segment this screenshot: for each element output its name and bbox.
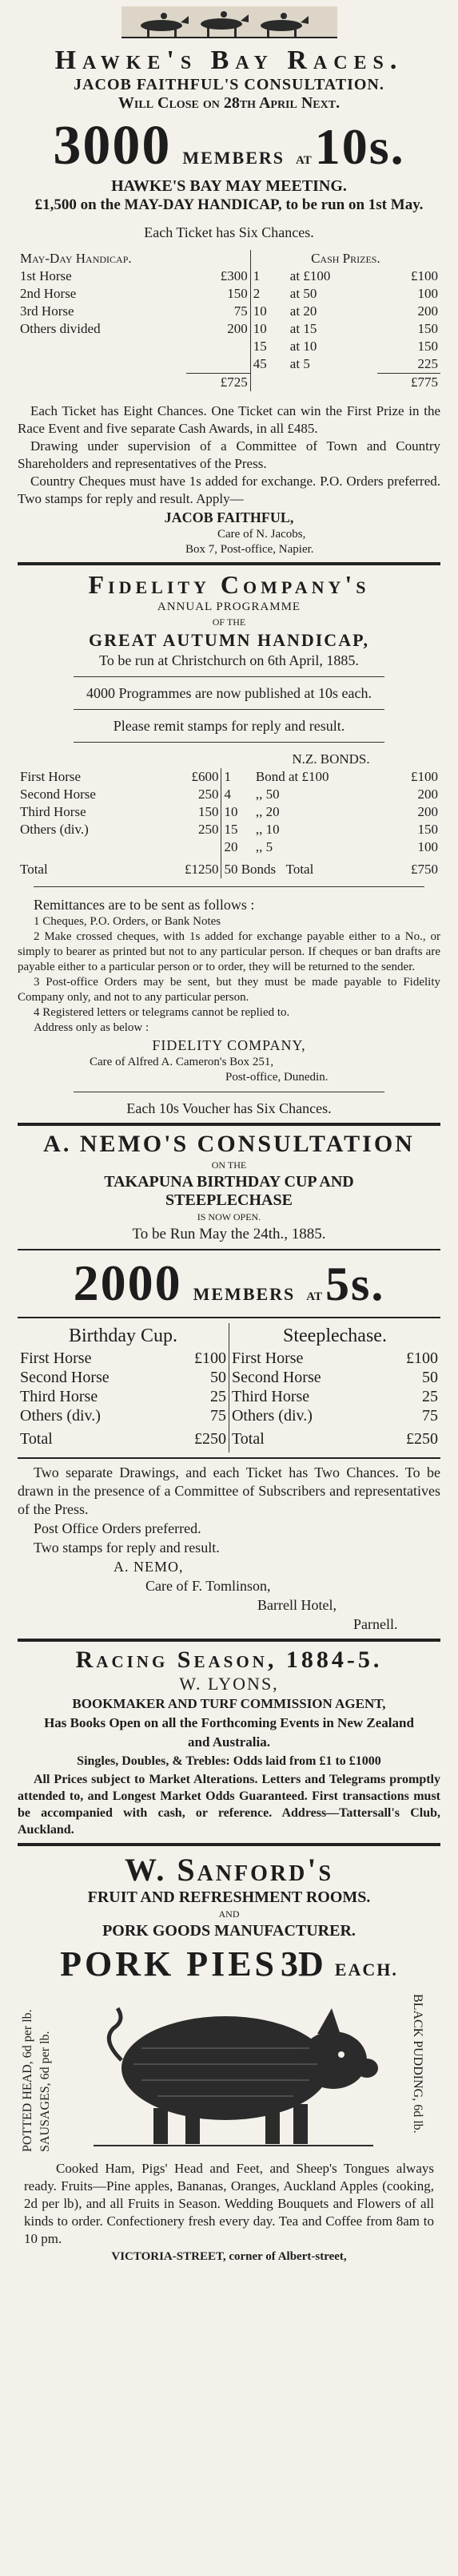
fidelity-ad xyxy=(18,570,440,1118)
nemo-right-label: Third Horse xyxy=(229,1387,380,1406)
nemo-steeple: STEEPLECHASE xyxy=(165,1191,293,1209)
fidelity-right-total: £750 xyxy=(411,862,438,877)
hawkes-right-value: 100 xyxy=(417,286,438,301)
fidelity-title: Fidelity Company's xyxy=(88,570,370,599)
hawkes-right-total: £775 xyxy=(377,374,440,392)
nemo-open: IS NOW OPEN. xyxy=(197,1211,261,1223)
nemo-left-label: Third Horse xyxy=(20,1388,98,1405)
divider-thin xyxy=(34,886,424,887)
divider-thin xyxy=(74,742,384,743)
nemo-right-label: First Horse xyxy=(229,1349,380,1368)
nemo-left-value: 50 xyxy=(209,1369,226,1386)
fidelity-right-label xyxy=(221,856,386,878)
lyons-name: W. LYONS, xyxy=(179,1674,279,1694)
divider xyxy=(18,562,440,565)
fidelity-item: 4 Registered letters or telegrams cannot be replied to. xyxy=(34,1006,290,1019)
hawkes-left-label: 3rd Horse xyxy=(20,303,74,319)
sanford-body: Cooked Ham, Pigs' Head and Feet, and Sheep's Tongues always ready. Fruits—Pine apples, Bananas, Oranges, Auckland Apples (cooking, 2d per lb), and all Fruits in Season. Wedding Bouquets and Flowers of all kinds to order. Confectionery fresh every day. Tea and Coffee from 8am to 10 pm. xyxy=(24,2161,434,2246)
hawkes-right-at: at £100 xyxy=(289,268,331,283)
nemo-right-value: 75 xyxy=(422,1407,438,1425)
fidelity-company: FIDELITY COMPANY, xyxy=(152,1037,306,1053)
divider xyxy=(18,1249,440,1250)
sanford-each: EACH. xyxy=(334,1960,398,1980)
fidelity-right-n: 1 xyxy=(221,768,253,786)
hawkes-body-2: Drawing under supervision of a Committee of Town and Country Shareholders and representatives of the Press. xyxy=(18,438,440,471)
sanford-pig-panel xyxy=(18,1984,440,2160)
hawkes-right-n: 2 xyxy=(250,285,288,303)
hawkes-left-value: 200 xyxy=(227,321,248,336)
hawkes-right-at: at 50 xyxy=(289,286,317,301)
hawkes-right-at: at 10 xyxy=(289,339,317,354)
hawkes-right-value: 225 xyxy=(417,356,438,371)
fidelity-right-n: 4 xyxy=(221,786,253,803)
fidelity-right-n: 10 xyxy=(221,803,253,821)
fidelity-annual: ANNUAL PROGRAMME xyxy=(157,600,301,613)
fidelity-right-value: 200 xyxy=(417,787,438,802)
divider xyxy=(18,1843,440,1846)
lyons-role: BOOKMAKER AND TURF COMMISSION AGENT, xyxy=(72,1696,386,1711)
nemo-right-value: 25 xyxy=(422,1388,438,1405)
hawkes-right-at: at 15 xyxy=(289,321,317,336)
fidelity-address-below: Address only as below : xyxy=(34,1021,149,1034)
sanford-left-vertical: POTTED HEAD, 6d per lb. xyxy=(21,2009,34,2152)
hawkes-members-word: MEMBERS xyxy=(182,148,285,168)
fidelity-item: 3 Post-office Orders may be sent, but they must be made payable to Fidelity Company only, and not to any particular person. xyxy=(18,976,440,1004)
nemo-left-label: Second Horse xyxy=(20,1369,110,1386)
nemo-right-header: Steeplechase. xyxy=(229,1323,440,1349)
fidelity-left-label: First Horse xyxy=(20,769,82,784)
hawkes-handicap: £1,500 on the MAY-DAY HANDICAP, to be run on 1st May. xyxy=(34,196,424,213)
fidelity-left-label: Others (div.) xyxy=(20,822,89,837)
fidelity-left-value: 150 xyxy=(197,804,219,819)
nemo-hotel: Barrell Hotel, xyxy=(257,1597,337,1613)
nemo-left-label: First Horse xyxy=(20,1349,92,1367)
divider-thin xyxy=(74,676,384,677)
hawkes-right-value: 150 xyxy=(417,321,438,336)
fidelity-right-at: ,, 5 xyxy=(255,839,273,854)
fidelity-right-n: 20 xyxy=(221,838,253,856)
nemo-right-label: Others (div.) xyxy=(229,1406,380,1425)
fidelity-remit: Please remit stamps for reply and result. xyxy=(113,718,345,734)
hawkes-left-header: May-Day Handicap. xyxy=(20,251,132,266)
fidelity-total-label: Total xyxy=(20,862,48,877)
sanford-pork: PORK GOODS MANUFACTURER. xyxy=(102,1922,356,1940)
hawkes-members-price: 10s. xyxy=(314,118,405,175)
fidelity-care: Care of Alfred A. Cameron's Box 251, xyxy=(90,1056,274,1068)
fidelity-right-at: Bond at £100 xyxy=(255,769,329,784)
hawkes-members-at: AT xyxy=(296,154,312,167)
hawkes-close: Will Close on 28th April Next. xyxy=(117,94,341,112)
hawkes-address-1: Care of N. Jacobs, xyxy=(217,528,306,541)
fidelity-po: Post-office, Dunedin. xyxy=(225,1071,329,1084)
hawkes-right-n: 45 xyxy=(250,355,288,374)
fidelity-right-value: £100 xyxy=(411,769,438,784)
nemo-left-total: £250 xyxy=(193,1430,226,1448)
fidelity-prize-table xyxy=(18,751,440,878)
lyons-singles: Singles, Doubles, & Trebles: Odds laid from £1 to £1000 xyxy=(77,1754,381,1768)
nemo-left-label: Others (div.) xyxy=(20,1407,101,1425)
nemo-left-value: £100 xyxy=(193,1349,226,1367)
nemo-members-at: AT xyxy=(306,1290,323,1303)
hawkes-address-2: Box 7, Post-office, Napier. xyxy=(185,543,314,556)
fidelity-right-value: 100 xyxy=(417,839,438,854)
nemo-left-value: 75 xyxy=(209,1407,226,1425)
sanford-street: VICTORIA-STREET, corner of Albert-street, xyxy=(111,2250,347,2263)
lyons-books: Has Books Open on all the Forthcoming Events in New Zealand and Australia. xyxy=(44,1715,414,1750)
lyons-title: Racing Season, 1884-5. xyxy=(75,1647,383,1673)
divider xyxy=(18,1317,440,1318)
hawkes-body-1: Each Ticket has Eight Chances. One Ticket can win the First Prize in the Race Event and five separate Cash Awards, in all £485. xyxy=(18,403,440,436)
fidelity-remit-follows: Remittances are to be sent as follows : xyxy=(34,897,255,913)
hawkes-right-value: 150 xyxy=(417,339,438,354)
fidelity-right-at: ,, 50 xyxy=(255,787,280,802)
fidelity-item: 2 Make crossed cheques, with 1s added for exchange payable either to a No., or simply to bearer as printed but not to any particular person. If cheques or ban drafts are payable either to a particular person or to order, they will be returned to the sender. xyxy=(18,930,440,973)
nemo-cup: TAKAPUNA BIRTHDAY CUP AND xyxy=(104,1173,354,1191)
nemo-care: Care of F. Tomlinson, xyxy=(145,1578,271,1594)
pig-engraving xyxy=(78,1984,381,2152)
nemo-ad xyxy=(18,1131,440,1634)
hawkes-left-total: £725 xyxy=(186,374,250,392)
sanford-pies: PORK PIES xyxy=(60,1944,278,1984)
nemo-body-3: Two stamps for reply and result. xyxy=(34,1540,220,1556)
divider xyxy=(18,1639,440,1642)
sanford-fruit: FRUIT AND REFRESHMENT ROOMS. xyxy=(87,1888,371,1906)
fidelity-right-value: 200 xyxy=(417,804,438,819)
nemo-title: A. NEMO'S CONSULTATION xyxy=(43,1131,415,1157)
fidelity-race: GREAT AUTUMN HANDICAP, xyxy=(88,630,369,650)
fidelity-left-label: Second Horse xyxy=(20,787,96,802)
hawkes-meeting: HAWKE'S BAY MAY MEETING. xyxy=(111,177,347,195)
fidelity-right-at: ,, 20 xyxy=(255,804,280,819)
nemo-right-value: £100 xyxy=(406,1349,438,1367)
hawkes-right-at: at 20 xyxy=(289,303,317,319)
hawkes-members-line xyxy=(18,116,440,177)
nemo-body-1: Two separate Drawings, and each Ticket has Two Chances. To be drawn in the presence of a Committee of Subscribers and representatives of the Press. xyxy=(18,1464,440,1517)
fidelity-left-label: Third Horse xyxy=(20,804,86,819)
nemo-total-label: Total xyxy=(20,1430,53,1448)
lyons-body: All Prices subject to Market Alterations. Letters and Telegrams promptly attended to, and Longest Market Odds Guaranteed. First transactions must be accompanied with cash, or reference. Address—Tattersall's Club, Auckland. xyxy=(18,1773,440,1837)
hawkes-left-value: 150 xyxy=(227,286,248,301)
divider xyxy=(18,1123,440,1126)
divider xyxy=(18,1457,440,1459)
nemo-members-word: MEMBERS xyxy=(193,1284,296,1304)
hawkes-title: Hawke's Bay Races. xyxy=(54,46,404,75)
sanford-pies-line xyxy=(18,1944,440,1984)
hawkes-bay-ad xyxy=(18,5,440,557)
fidelity-bonds-header: N.Z. BONDS. xyxy=(292,751,370,767)
hawkes-right-value: £100 xyxy=(411,268,438,283)
nemo-right-total: £250 xyxy=(406,1430,438,1448)
hawkes-consultation: JACOB FAITHFUL'S CONSULTATION. xyxy=(74,76,384,93)
nemo-on-the: ON THE xyxy=(211,1159,247,1171)
hawkes-prize-table xyxy=(18,250,440,391)
fidelity-left-value: 250 xyxy=(197,822,219,837)
nemo-left-value: 25 xyxy=(209,1388,226,1405)
fidelity-item: 1 Cheques, P.O. Orders, or Bank Notes xyxy=(34,915,221,928)
nemo-members-count: 2000 xyxy=(73,1254,182,1311)
sanford-left-vertical-2: SAUSAGES, 6d per lb. xyxy=(38,2031,52,2152)
hawkes-left-label: Others divided xyxy=(20,321,101,336)
hawkes-left-label: 1st Horse xyxy=(20,268,72,283)
racehorses-engraving xyxy=(18,5,440,42)
sanford-title: W. Sanford's xyxy=(124,1852,334,1888)
nemo-right-value: 50 xyxy=(422,1369,438,1386)
nemo-signer: A. NEMO, xyxy=(114,1559,184,1575)
hawkes-right-n: 10 xyxy=(250,303,288,320)
nemo-total-label: Total xyxy=(229,1425,380,1452)
fidelity-right-at: ,, 10 xyxy=(255,822,280,837)
hawkes-right-n: 10 xyxy=(250,320,288,338)
nemo-town: Parnell. xyxy=(353,1616,398,1632)
hawkes-right-n: 1 xyxy=(250,268,288,285)
hawkes-right-value: 200 xyxy=(417,303,438,319)
hawkes-chances: Each Ticket has Six Chances. xyxy=(144,224,314,240)
fidelity-left-value: £600 xyxy=(191,769,219,784)
nemo-members-line xyxy=(18,1255,440,1312)
fidelity-right-total-label: Total xyxy=(285,862,314,877)
fidelity-voucher: Each 10s Voucher has Six Chances. xyxy=(126,1100,332,1116)
hawkes-right-at: at 5 xyxy=(289,356,310,372)
hawkes-body-3: Country Cheques must have 1s added for exchange. P.O. Orders preferred. Two stamps for reply and result. Apply— xyxy=(18,474,440,506)
lyons-ad xyxy=(18,1647,440,1838)
fidelity-left-value: 250 xyxy=(197,787,219,802)
fidelity-published: 4000 Programmes are now published at 10s each. xyxy=(86,685,372,701)
fidelity-right-value: 150 xyxy=(417,822,438,837)
hawkes-left-value: 75 xyxy=(233,303,248,319)
hawkes-members-count: 3000 xyxy=(53,115,172,176)
divider-thin xyxy=(74,709,384,710)
sanford-and: AND xyxy=(218,1908,240,1920)
fidelity-right-n: 15 xyxy=(221,821,253,838)
fidelity-of-the: OF THE xyxy=(212,616,246,628)
sanford-price: 3D xyxy=(281,1944,324,1984)
hawkes-right-n: 15 xyxy=(250,338,288,355)
fidelity-run: To be run at Christchurch on 6th April, 1885. xyxy=(99,652,359,668)
fidelity-left-total: £1250 xyxy=(184,862,219,877)
sanford-right-vertical: BLACK PUDDING, 6d lb. xyxy=(411,1994,424,2134)
sanford-ad xyxy=(18,1851,440,2265)
nemo-body-2: Post Office Orders preferred. xyxy=(34,1520,201,1536)
hawkes-right-header: Cash Prizes. xyxy=(250,250,440,268)
nemo-right-label: Second Horse xyxy=(229,1368,380,1387)
nemo-run: To be Run May the 24th., 1885. xyxy=(132,1226,326,1242)
hawkes-signer: JACOB FAITHFUL, xyxy=(164,509,294,525)
hawkes-left-value: £300 xyxy=(220,268,248,283)
nemo-prize-table xyxy=(18,1323,440,1452)
hawkes-left-label: 2nd Horse xyxy=(20,286,77,301)
nemo-members-price: 5s. xyxy=(325,1258,385,1310)
nemo-left-header: Birthday Cup. xyxy=(68,1326,177,1346)
fidelity-bonds-count: 50 Bonds xyxy=(224,862,277,877)
